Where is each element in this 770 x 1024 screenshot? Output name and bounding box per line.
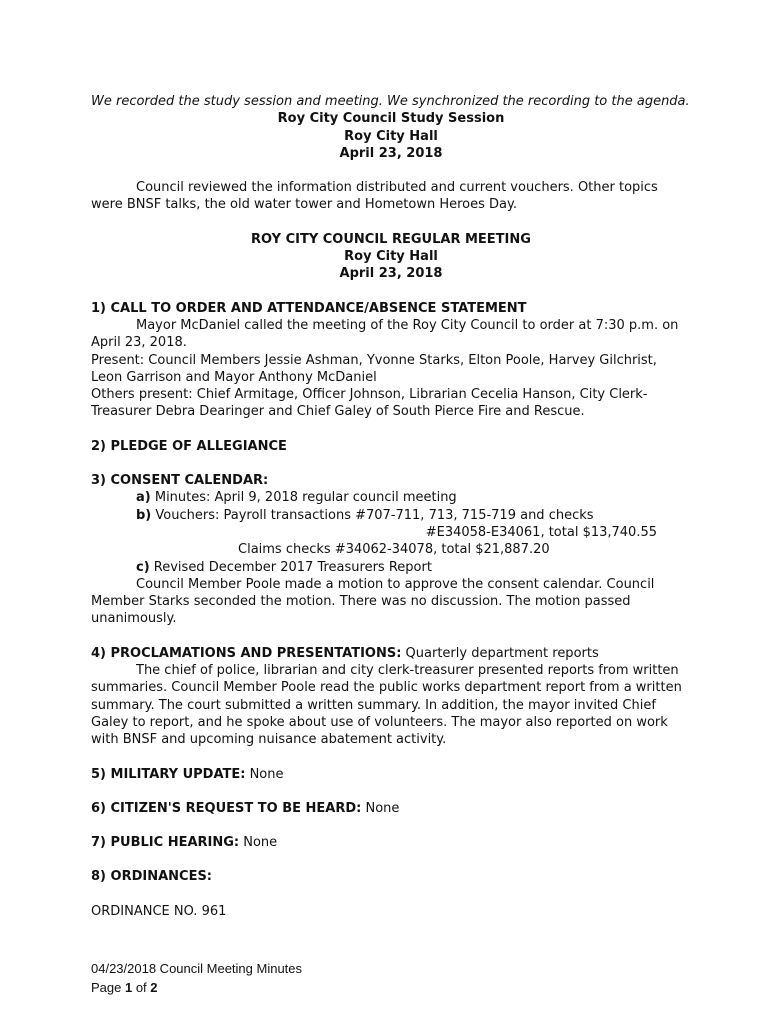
consent-item-minutes (91, 489, 691, 506)
study-session-summary: Council reviewed the information distributed and current vouchers. Other topics were BNSF talks, the old water tower and Hometown Heroes Day. (91, 180, 658, 213)
consent-item-vouchers (91, 507, 691, 524)
section-heading-rest: Quarterly department reports (401, 645, 599, 661)
minutes-page (91, 93, 691, 920)
regular-meeting-date: April 23, 2018 (339, 266, 443, 282)
section-pledge (91, 438, 691, 455)
present-list: Present: Council Members Jessie Ashman, Yvonne Starks, Elton Poole, Harvey Gilchrist, Leon Garrison and Mayor Anthony McDaniel (91, 352, 657, 385)
spacer (91, 817, 691, 834)
recording-note: We recorded the study session and meeting. We synchronized the recording to the agenda. (91, 94, 690, 109)
spacer (91, 851, 691, 868)
section-value: None (361, 800, 400, 816)
study-session-location: Roy City Hall (344, 128, 438, 144)
section-value: None (239, 835, 278, 851)
item-label: c) (136, 559, 150, 575)
spacer (91, 214, 691, 231)
section-call-to-order (91, 300, 691, 421)
section-military-update (91, 766, 691, 783)
vouchers-continuation: #E34058-E34061, total $13,740.55 (425, 524, 657, 540)
spacer (91, 421, 691, 438)
section-heading: 8) ORDINANCES: (91, 869, 213, 885)
spacer (91, 455, 691, 472)
spacer (91, 886, 691, 903)
spacer (91, 628, 691, 645)
item-text: Minutes: April 9, 2018 regular council meeting (150, 490, 457, 506)
spacer (91, 783, 691, 800)
call-to-order-text: Mayor McDaniel called the meeting of the Roy City Council to order at 7:30 p.m. on April 23, 2018. (91, 317, 679, 351)
section-heading: 5) MILITARY UPDATE: (91, 766, 246, 782)
footer-page-number (91, 978, 302, 997)
section-heading: 4) PROCLAMATIONS AND PRESENTATIONS: (91, 645, 402, 661)
regular-meeting-header (91, 231, 691, 283)
section-proclamations (91, 645, 691, 749)
regular-meeting-title: ROY CITY COUNCIL REGULAR MEETING (251, 231, 531, 247)
study-session-header (91, 110, 691, 162)
section-ordinances (91, 868, 691, 920)
spacer (91, 162, 691, 179)
claims-checks: Claims checks #34062-34078, total $21,887.20 (238, 542, 550, 558)
consent-motion: Council Member Poole made a motion to approve the consent calendar. Council Member Starks seconded the motion. There was no discussion. The motion passed unanimously. (91, 576, 655, 627)
page-current: 1 (124, 980, 133, 995)
others-present-list: Others present: Chief Armitage, Officer Johnson, Librarian Cecelia Hanson, City Clerk-Treasurer Debra Dearinger and Chief Galey of South Pierce Fire and Rescue. (91, 387, 648, 420)
spacer (91, 749, 691, 766)
page-prefix: Page (91, 980, 125, 995)
proclamations-body: The chief of police, librarian and city clerk-treasurer presented reports from written summaries. Council Member Poole read the public works department report from a written summary. The court submitted a written summary. In addition, the mayor invited Chief Galey to report, and he spoke about use of volunteers. The mayor also reported on work with BNSF and upcoming nuisance abatement activity. (91, 663, 682, 748)
study-session-title: Roy City Council Study Session (277, 111, 505, 127)
section-heading: 6) CITIZEN'S REQUEST TO BE HEARD: (91, 800, 362, 816)
item-label: b) (136, 507, 152, 523)
section-heading: 7) PUBLIC HEARING: (91, 835, 240, 851)
section-public-hearing (91, 834, 691, 851)
page-total: 2 (150, 980, 158, 995)
page-footer (91, 959, 302, 997)
regular-meeting-location: Roy City Hall (344, 249, 438, 265)
page-of: of (132, 980, 151, 995)
footer-document-title: 04/23/2018 Council Meeting Minutes (91, 961, 303, 976)
spacer (91, 283, 691, 300)
item-label: a) (136, 490, 151, 506)
item-text: Revised December 2017 Treasurers Report (149, 559, 432, 575)
section-heading-line (91, 645, 691, 662)
section-heading: 1) CALL TO ORDER AND ATTENDANCE/ABSENCE STATEMENT (91, 300, 527, 316)
item-text: Vouchers: Payroll transactions #707-711, 713, 715-719 and checks (151, 507, 594, 523)
consent-item-treasurer-report (91, 559, 691, 576)
ordinance-number: ORDINANCE NO. 961 (91, 903, 227, 919)
section-heading: 3) CONSENT CALENDAR: (91, 473, 269, 489)
section-citizens-request (91, 800, 691, 817)
section-consent-calendar (91, 472, 691, 628)
section-heading: 2) PLEDGE OF ALLEGIANCE (91, 438, 287, 454)
study-session-date: April 23, 2018 (339, 145, 443, 161)
section-value: None (245, 766, 284, 782)
